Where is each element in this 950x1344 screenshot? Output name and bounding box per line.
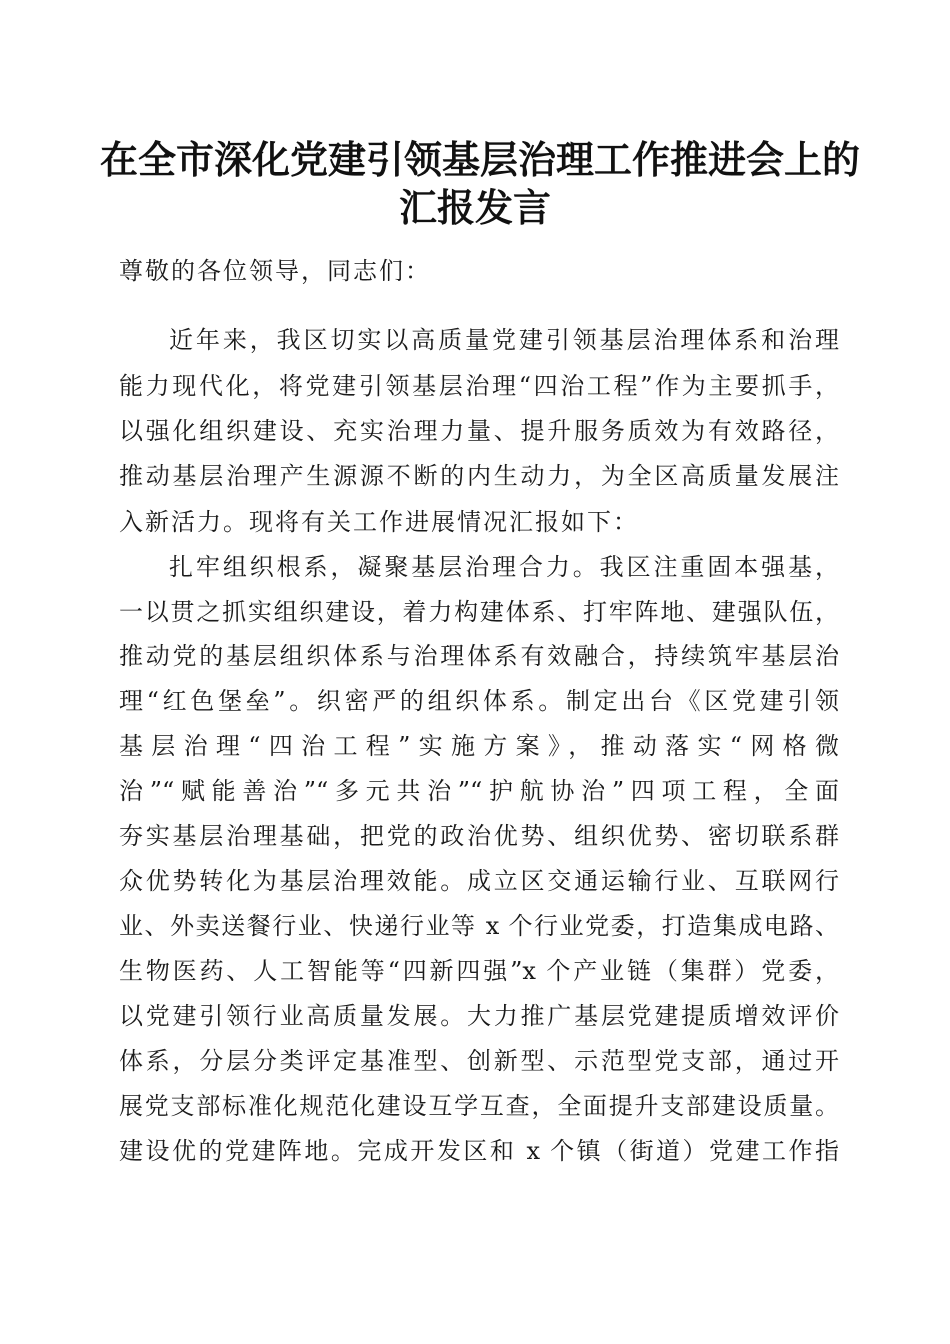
paragraph-line: 建设优的党建阵地。完成开发区和 x 个镇（街道）党建工作指 <box>119 1137 839 1165</box>
paragraph-line: 基层治理“四治工程”实施方案》，推动落实“网格微 <box>119 732 839 760</box>
paragraph-line: 入新活力。现将有关工作进展情况汇报如下： <box>119 508 639 536</box>
document-title-line-1: 在全市深化党建引领基层治理工作推进会上的 <box>100 137 861 182</box>
paragraph-line: 体系，分层分类评定基准型、创新型、示范型党支部，通过开 <box>119 1047 839 1075</box>
paragraph-line: 众优势转化为基层治理效能。成立区交通运输行业、互联网行 <box>119 867 839 895</box>
paragraph-line: 治”“赋能善治”“多元共治”“护航协治”四项工程，全面 <box>119 777 839 805</box>
document-title-line-2: 汇报发言 <box>398 185 551 230</box>
paragraph-line: 生物医药、人工智能等“四新四强”x 个产业链（集群）党委， <box>119 957 839 985</box>
paragraph-line: 一以贯之抓实组织建设，着力构建体系、打牢阵地、建强队伍， <box>119 598 839 626</box>
paragraph-line: 理“红色堡垒”。织密严的组织体系。制定出台《区党建引领 <box>119 687 839 715</box>
paragraph-line: 推动基层治理产生源源不断的内生动力，为全区高质量发展注 <box>119 462 839 490</box>
paragraph-line: 推动党的基层组织体系与治理体系有效融合，持续筑牢基层治 <box>119 642 839 670</box>
salutation: 尊敬的各位领导，同志们： <box>119 257 431 285</box>
paragraph-line: 扎牢组织根系，凝聚基层治理合力。我区注重固本强基， <box>169 553 839 581</box>
paragraph-line: 近年来，我区切实以高质量党建引领基层治理体系和治理 <box>169 326 839 354</box>
paragraph-line: 能力现代化，将党建引领基层治理“四治工程”作为主要抓手， <box>119 372 839 400</box>
paragraph-line: 夯实基层治理基础，把党的政治优势、组织优势、密切联系群 <box>119 822 839 850</box>
paragraph-line: 业、外卖送餐行业、快递行业等 x 个行业党委，打造集成电路、 <box>119 912 839 940</box>
paragraph-line: 以强化组织建设、充实治理力量、提升服务质效为有效路径， <box>119 417 839 445</box>
paragraph-line: 以党建引领行业高质量发展。大力推广基层党建提质增效评价 <box>119 1002 839 1030</box>
paragraph-line: 展党支部标准化规范化建设互学互查，全面提升支部建设质量。 <box>119 1092 839 1120</box>
